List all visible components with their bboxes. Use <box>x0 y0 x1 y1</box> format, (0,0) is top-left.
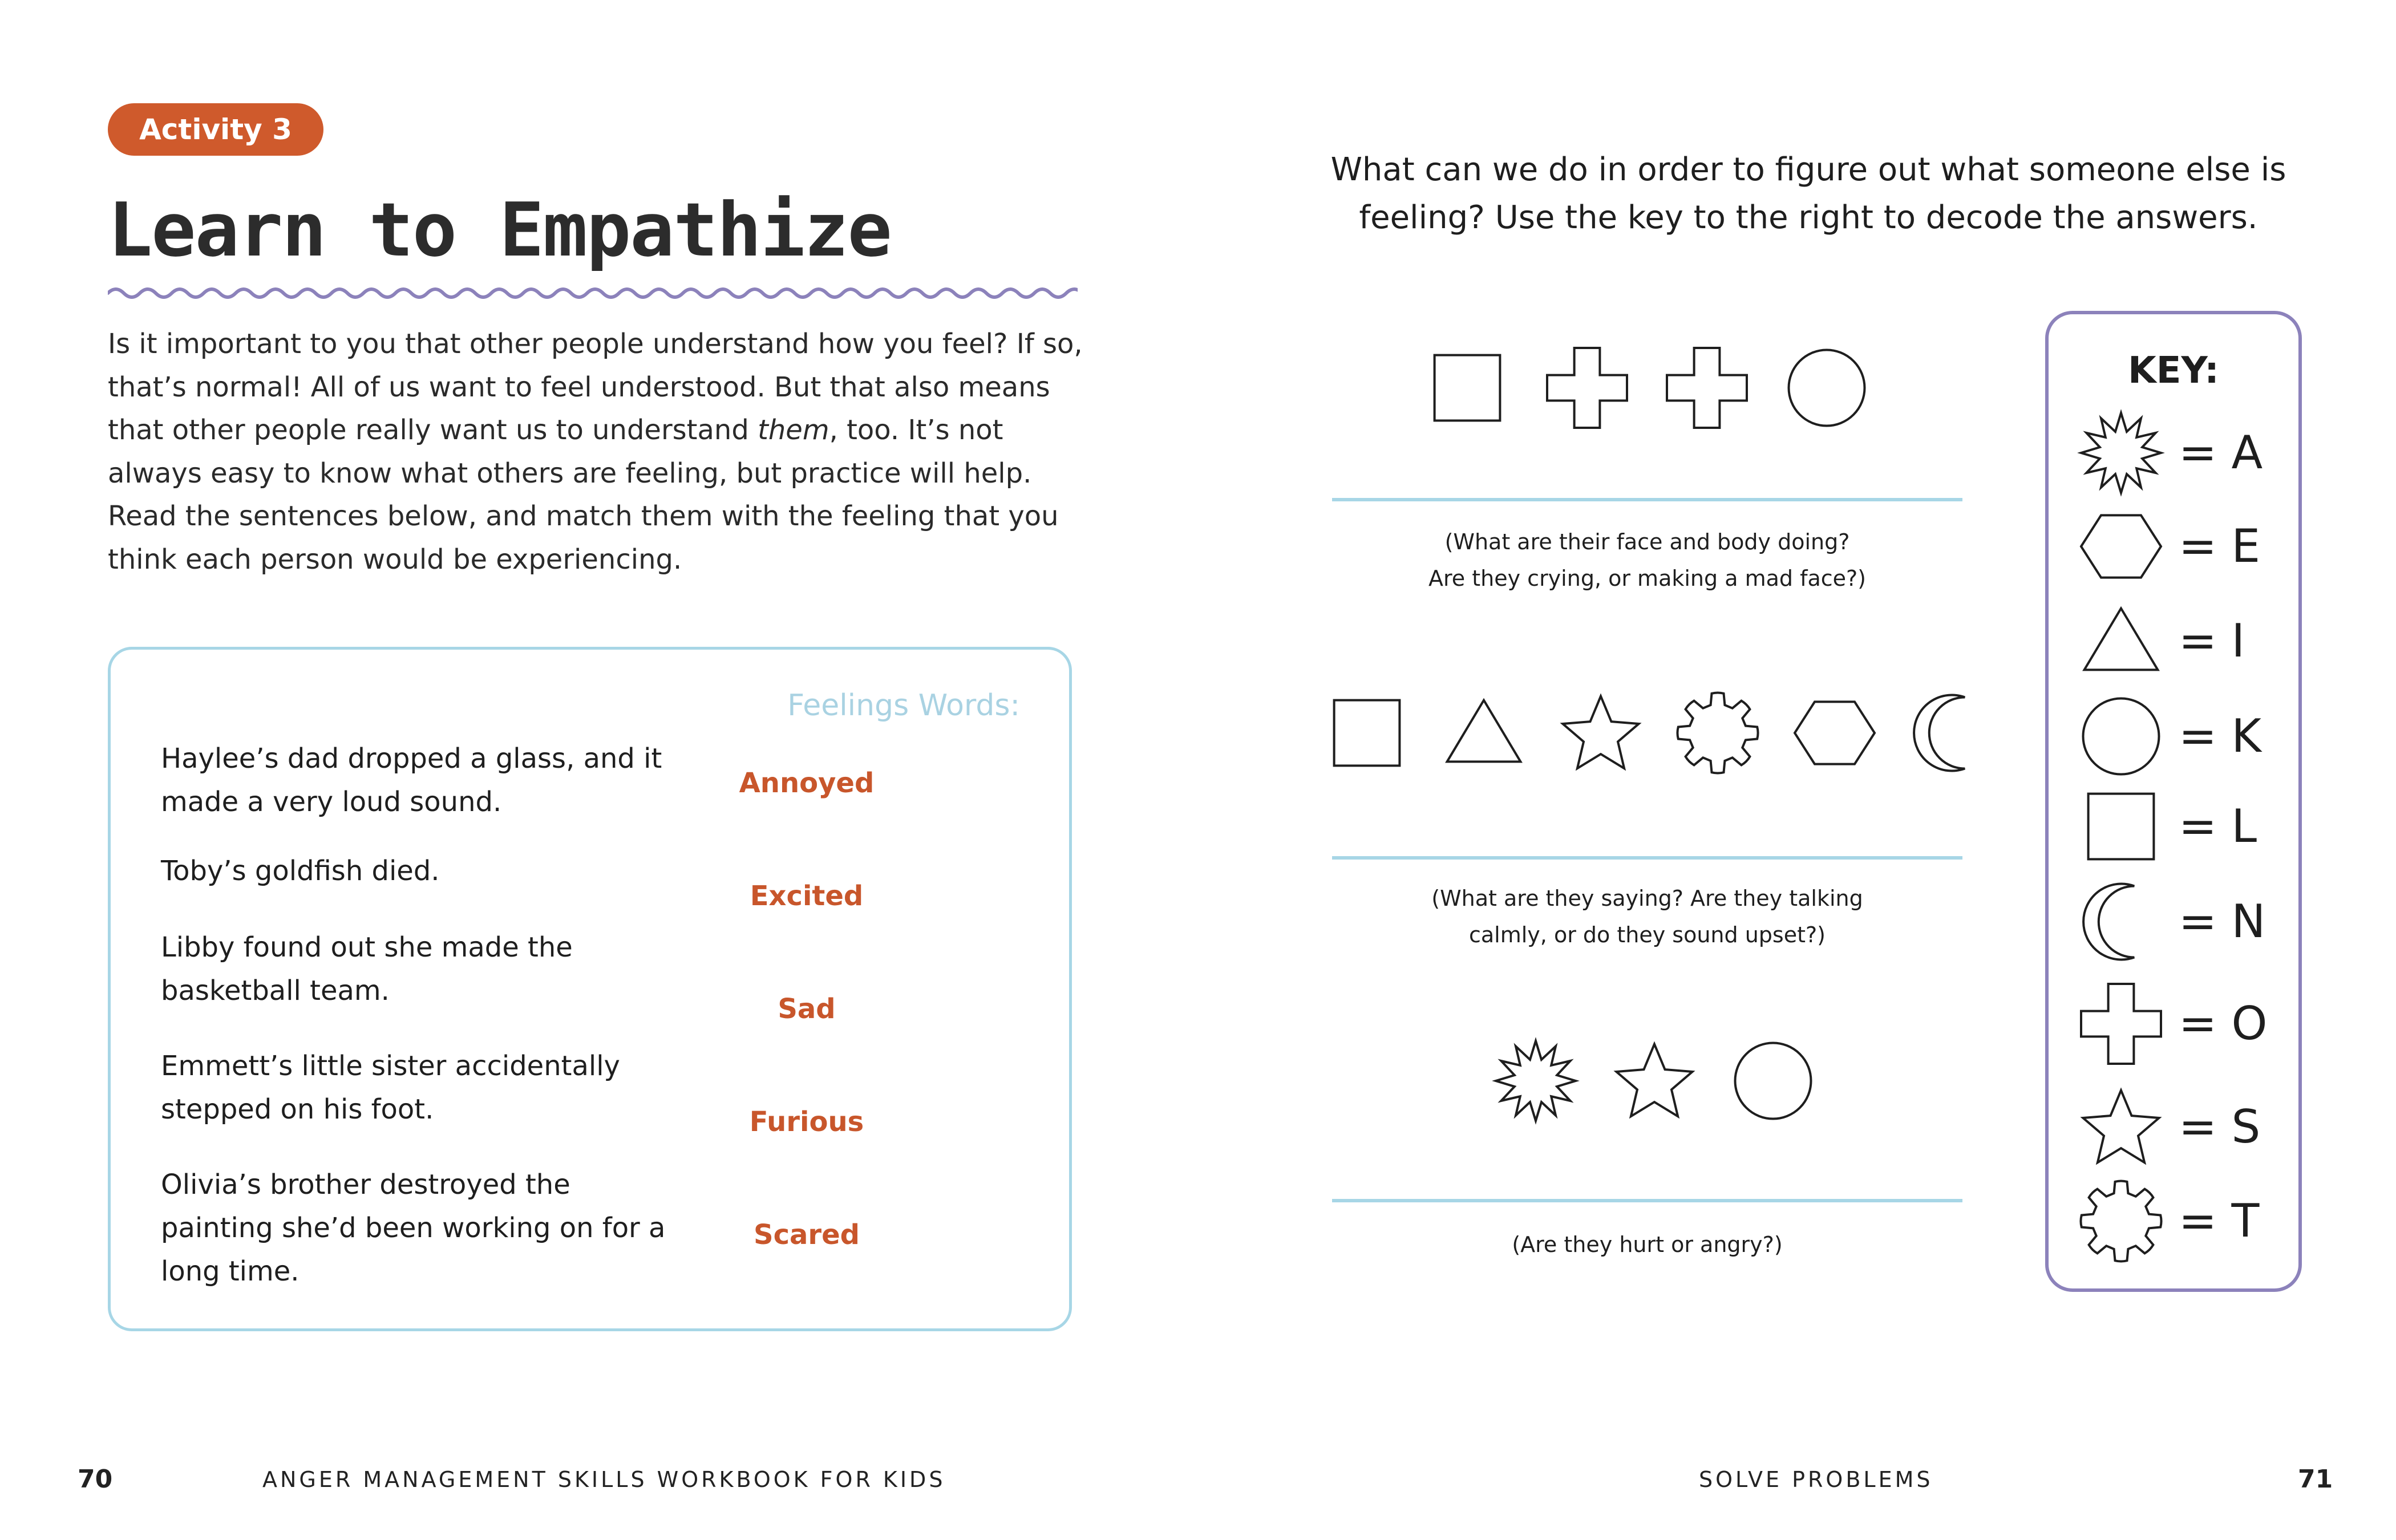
crescent-icon <box>1914 695 1965 771</box>
key-title: KEY: <box>2128 350 2219 392</box>
key-letter-t: = T <box>2179 1194 2260 1247</box>
running-title-left: ANGER MANAGEMENT SKILLS WORKBOOK FOR KIDS <box>262 1467 946 1492</box>
running-title-right: SOLVE PROBLEMS <box>1699 1467 1933 1492</box>
key-letter-o: = O <box>2179 997 2268 1050</box>
sentence-1: Haylee’s dad dropped a glass, and it made a very loud sound. <box>161 743 662 818</box>
page-title: Learn to Empathize <box>108 187 891 273</box>
sentence-2: Toby’s goldfish died. <box>161 855 440 887</box>
sentence-3: Libby found out she made the basketball team. <box>161 931 573 1007</box>
hint-3: (Are they hurt or angry?) <box>1512 1232 1783 1257</box>
plus-icon <box>2081 984 2161 1064</box>
circle-icon <box>1735 1043 1811 1119</box>
star-icon <box>1616 1044 1692 1117</box>
page-number-right: 71 <box>2298 1465 2333 1494</box>
activity-badge: Activity 3 <box>108 103 323 156</box>
star-icon <box>2083 1091 2159 1163</box>
page-number-left: 70 <box>78 1465 113 1494</box>
plus-icon <box>1667 348 1747 428</box>
star-icon <box>1563 696 1638 769</box>
hexagon-icon <box>1795 702 1875 764</box>
feeling-word-2[interactable]: Excited <box>750 880 864 912</box>
feeling-word-1[interactable]: Annoyed <box>739 767 875 799</box>
feeling-word-3[interactable]: Sad <box>778 993 836 1025</box>
sentence-4: Emmett’s little sister accidentally stepped on his foot. <box>161 1050 620 1125</box>
matching-box <box>108 647 1072 1331</box>
key-letter-e: = E <box>2179 520 2261 573</box>
feeling-word-5[interactable]: Scared <box>754 1219 860 1251</box>
square-icon <box>1334 700 1400 766</box>
burst-icon <box>2081 413 2161 493</box>
sentence-5: Olivia’s brother destroyed the painting she’d been working on for a long time. <box>161 1169 666 1287</box>
circle-icon <box>2083 699 2159 775</box>
plus-icon <box>1547 348 1627 428</box>
key-letter-s: = S <box>2179 1100 2261 1153</box>
wavy-divider <box>108 283 1078 303</box>
key-letter-l: = L <box>2179 800 2257 853</box>
gear-icon <box>1677 692 1758 773</box>
answer-line-2[interactable] <box>1332 856 1962 860</box>
hint-2: (What are they saying? Are they talking calmly, or do they sound upset?) <box>1431 886 1863 947</box>
gear-icon <box>2081 1181 2161 1261</box>
hint-1: (What are their face and body doing? Are they crying, or making a mad face?) <box>1428 529 1866 591</box>
feelings-heading: Feelings Words: <box>787 688 1020 723</box>
circle-icon <box>1789 350 1865 426</box>
cipher-key-box <box>2045 311 2302 1292</box>
key-letter-a: = A <box>2179 426 2263 479</box>
square-icon <box>1435 355 1500 421</box>
intro-paragraph: Is it important to you that other people understand how you feel? If so, that’s normal! All of us want to feel understood. But that also means that other people really want us to understand them, too. It’s not always easy to know what others are feeling, but practice will help. Read the sentences below, and match them with the feeling that you think each person would be experiencing. <box>108 328 1083 576</box>
answer-line-3[interactable] <box>1332 1199 1962 1202</box>
key-letter-k: = K <box>2179 710 2261 763</box>
key-letter-i: = I <box>2179 614 2245 667</box>
burst-icon <box>1496 1041 1576 1121</box>
key-letter-n: = N <box>2179 895 2266 948</box>
square-icon <box>2089 794 2154 860</box>
decode-question: What can we do in order to figure out what someone else is feeling? Use the key to the right to decode the answers. <box>1330 151 2286 236</box>
feeling-word-4[interactable]: Furious <box>749 1106 864 1138</box>
triangle-icon <box>2085 609 2158 670</box>
hexagon-icon <box>2081 515 2161 577</box>
intro-emphasis: them <box>758 414 829 446</box>
crescent-icon <box>2083 884 2134 960</box>
answer-line-1[interactable] <box>1332 498 1962 501</box>
triangle-icon <box>1447 700 1521 762</box>
